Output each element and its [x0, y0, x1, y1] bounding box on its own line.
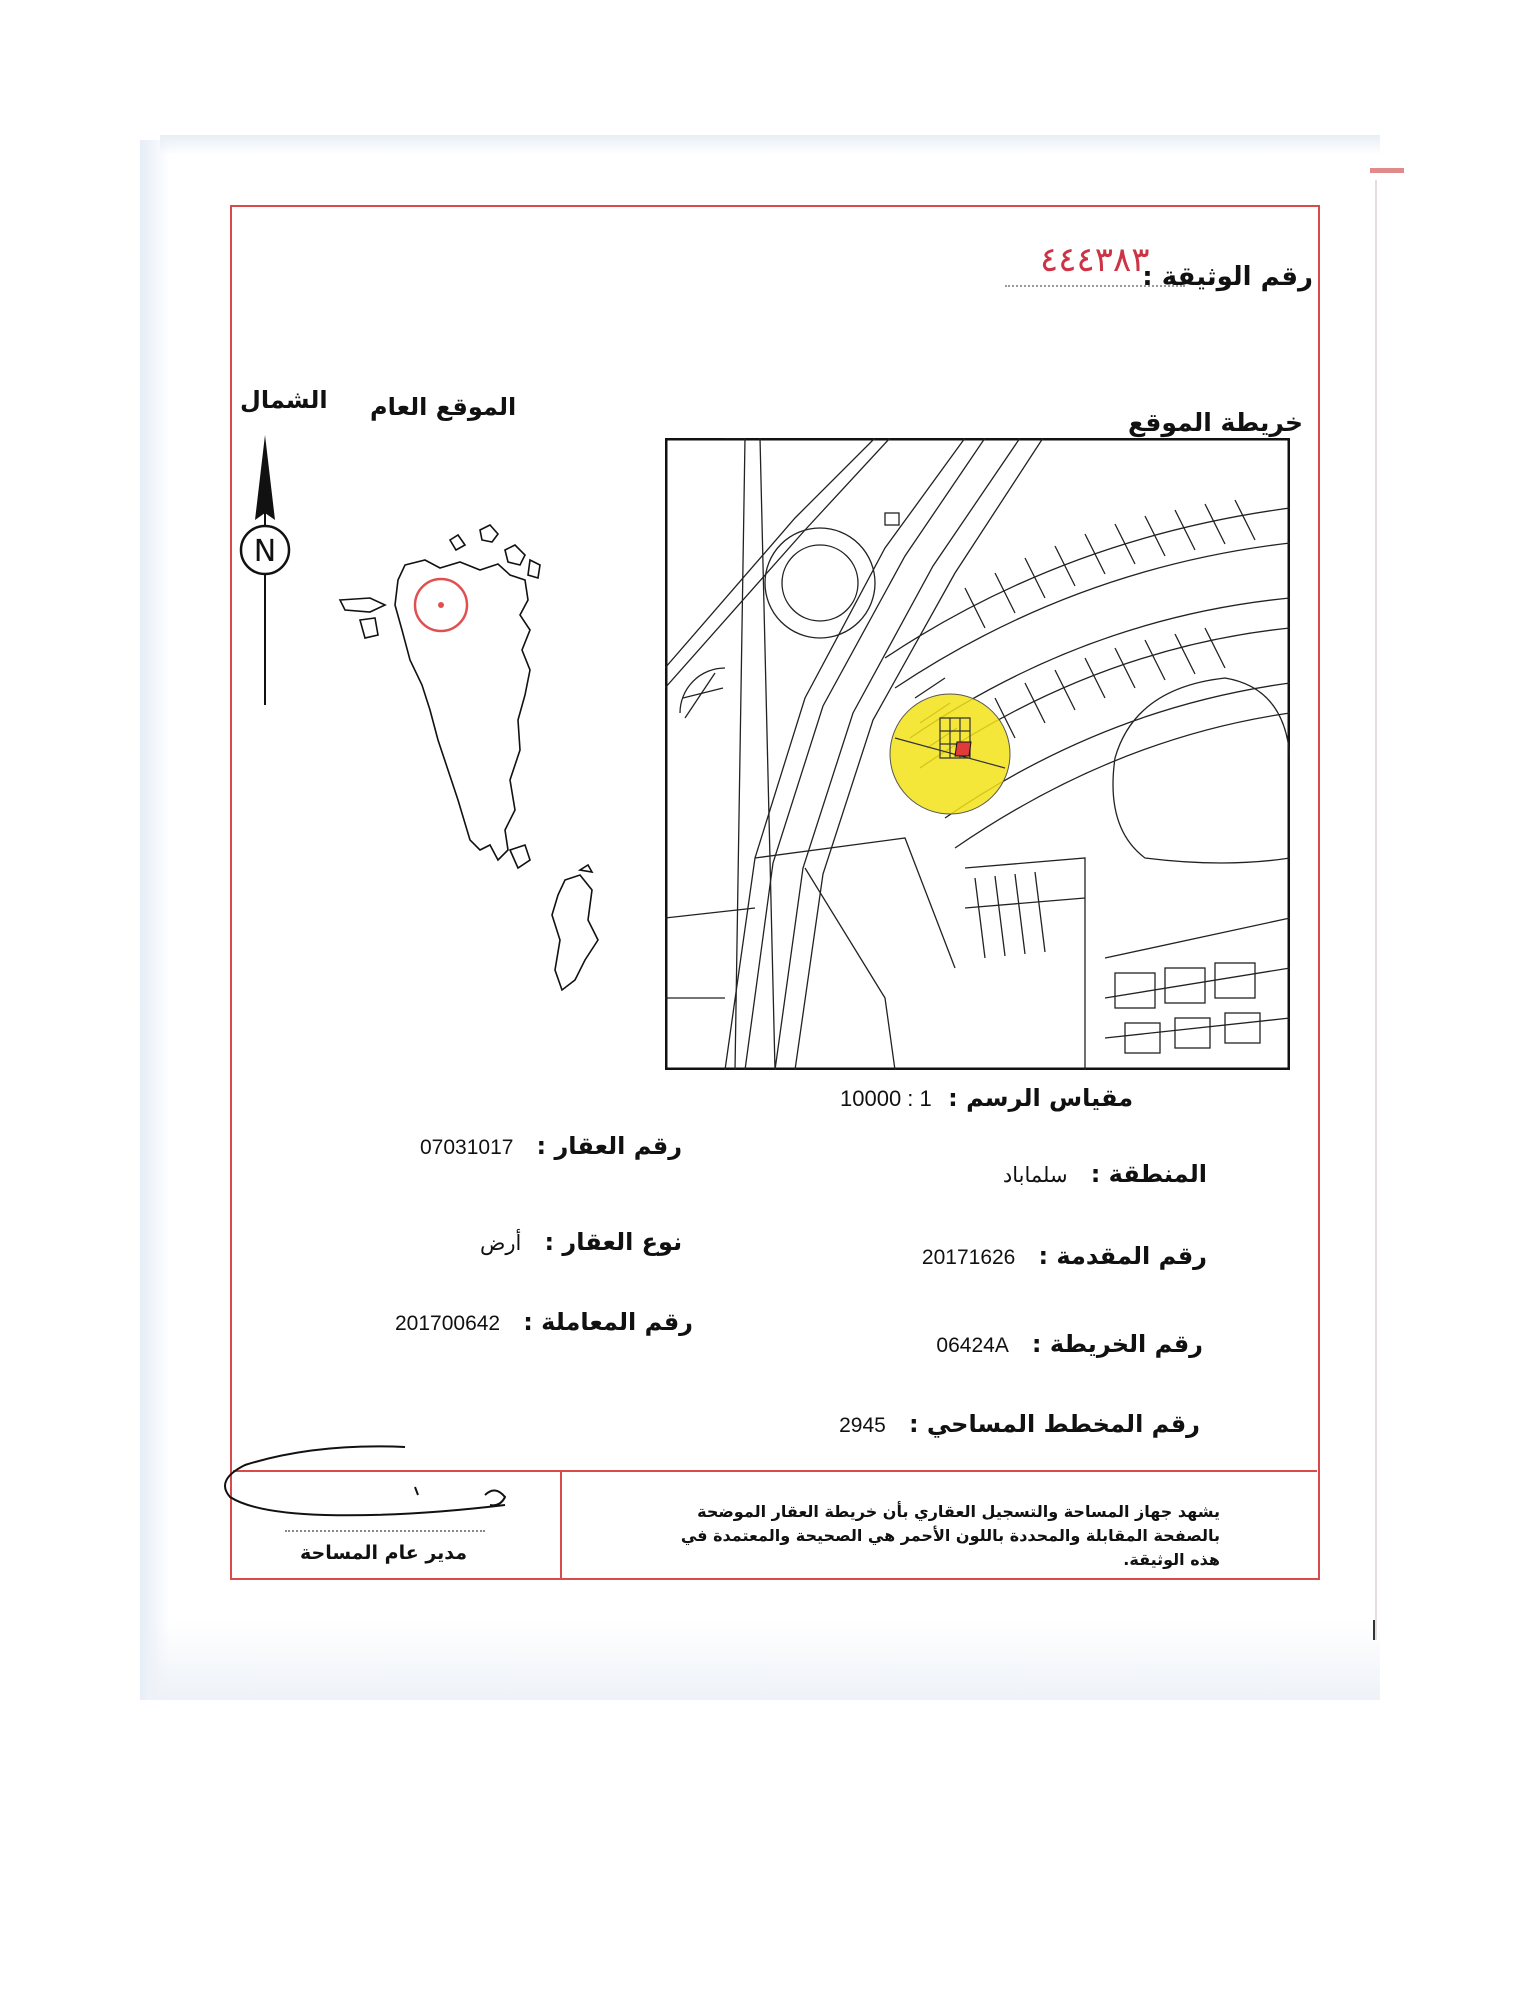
parcel-highlight: [955, 742, 971, 756]
property-type-row: [480, 1228, 682, 1256]
north-arrow-icon: [225, 425, 305, 715]
application-no-row: [922, 1242, 1207, 1270]
signature: [205, 1435, 565, 1535]
map-no-row: [936, 1330, 1203, 1358]
document-number-value: ٤٤٤٣٨٣: [1040, 240, 1150, 280]
page-edge-mark: [1373, 1620, 1375, 1640]
general-location-title: الموقع العام: [370, 393, 517, 421]
north-letter: N: [253, 534, 277, 569]
transaction-no-label: رقم المعاملة :: [523, 1308, 693, 1336]
application-no-value: 20171626: [921, 1246, 1016, 1269]
page-edge: [1375, 180, 1377, 1640]
map-no-label: رقم الخريطة :: [1031, 1330, 1203, 1358]
document-number-label: رقم الوثيقة :: [1142, 262, 1313, 292]
scale-label-text: مقياس الرسم :: [948, 1084, 1134, 1112]
dotted-line: [1005, 285, 1185, 287]
property-type-label: نوع العقار :: [544, 1228, 683, 1256]
area-value: سلماباد: [1002, 1164, 1068, 1187]
scale-value: 1 : 10000: [840, 1086, 932, 1111]
signature-dotted-line: [285, 1530, 485, 1532]
scan-shade: [160, 135, 1380, 155]
survey-plan-no-value: 2945: [839, 1414, 886, 1437]
property-no-label: رقم العقار :: [536, 1132, 683, 1160]
scan-shade: [150, 1620, 1380, 1700]
scan-shade: [140, 140, 170, 1700]
transaction-no-row: [395, 1308, 693, 1336]
property-no-row: [420, 1132, 682, 1160]
survey-plan-no-row: [839, 1410, 1200, 1438]
north-title: الشمال: [240, 386, 328, 414]
map-no-value: 06424A: [936, 1334, 1009, 1357]
application-no-label: رقم المقدمة :: [1038, 1242, 1207, 1270]
survey-plan-no-label: رقم المخطط المساحي :: [908, 1410, 1200, 1438]
general-location-map: [330, 520, 630, 1000]
site-map: [665, 438, 1290, 1070]
page-edge-mark: [1370, 168, 1404, 173]
site-map-title: خريطة الموقع: [1127, 408, 1303, 437]
area-label: المنطقة :: [1090, 1160, 1207, 1188]
attestation-text: يشهد جهاز المساحة والتسجيل العقاري بأن خريطة العقار الموضحة بالصفحة المقابلة والمحددة باللون الأحمر هي الصحيحة والمعتمدة في هذه الوثيقة.: [680, 1502, 1220, 1569]
property-type-value: أرض: [480, 1232, 522, 1255]
transaction-no-value: 201700642: [395, 1312, 501, 1335]
scale-label: [840, 1084, 1133, 1112]
property-no-value: 07031017: [420, 1136, 514, 1159]
area-row: [1003, 1160, 1207, 1188]
director-title: مدير عام المساحة: [300, 1542, 468, 1564]
